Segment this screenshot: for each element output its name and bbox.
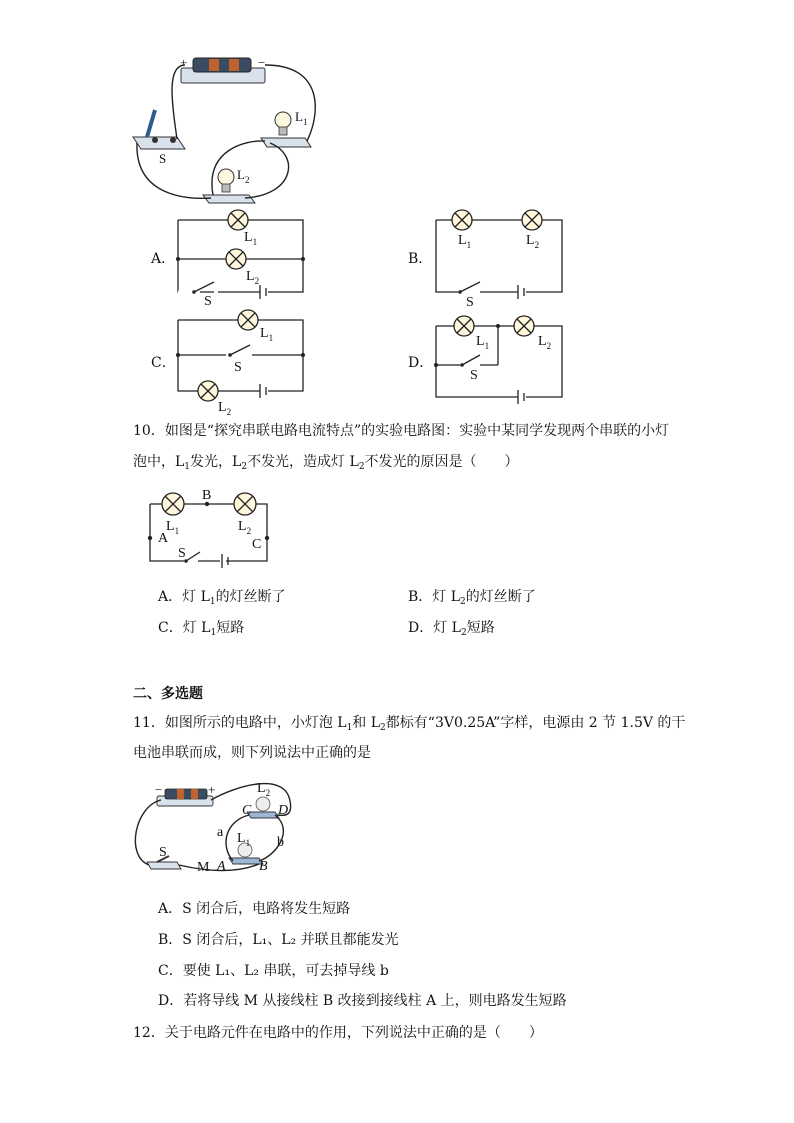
q10-stem-line1: 10．如图是“探究串联电路电流特点”的实验电路图：实验中某同学发现两个串联的小灯: [133, 423, 670, 439]
lamp-l1-bulb: [275, 112, 291, 128]
q9-option-b-letter[interactable]: B．: [408, 251, 433, 267]
svg-text:−: −: [155, 782, 163, 797]
svg-text:C: C: [242, 803, 252, 818]
battery-band-2: [229, 59, 239, 71]
lamp-l2: [226, 249, 246, 269]
q10-option-a[interactable]: A．灯 $L_1$的灯丝断了: [158, 589, 286, 607]
svg-text:L1: $L_1$: [260, 326, 274, 343]
svg-text:L2: $L_2$: [526, 233, 540, 250]
q9-option-d-letter[interactable]: D．: [408, 355, 434, 371]
switch-label: S: [159, 151, 167, 166]
svg-text:D: D: [278, 803, 289, 818]
svg-text:M: M: [197, 860, 210, 875]
battery-plus-label: +: [180, 55, 188, 70]
svg-text:a: a: [217, 825, 224, 840]
label-l2: $L_2$: [246, 269, 260, 286]
svg-text:B: B: [202, 488, 212, 503]
q9-option-c-letter[interactable]: C．: [151, 355, 176, 371]
lamp-l1-label: $L_1$: [295, 109, 308, 127]
q11-option-a[interactable]: A．S 闭合后，电路将发生短路: [158, 901, 351, 917]
svg-text:S: S: [466, 295, 474, 310]
svg-text:b: b: [277, 835, 284, 850]
q9-option-a-diagram: [170, 205, 310, 310]
svg-text:L2: $L_2$: [257, 781, 271, 798]
svg-text:S: S: [178, 546, 186, 561]
lamp-l1-base: [261, 138, 311, 147]
q11-stem-line1: 11．如图所示的电路中，小灯泡 $L_1$和 $L_2$都标有“3V0.25A”字样，电源由 2 节 1.5V 的干: [133, 715, 686, 733]
svg-text:L2: $L_2$: [238, 519, 252, 536]
q12-stem: 12．关于电路元件在电路中的作用，下列说法中正确的是（ ）: [133, 1025, 543, 1041]
svg-text:L1: $L_1$: [458, 233, 472, 250]
point-a: [148, 536, 152, 540]
point-c: [265, 536, 269, 540]
svg-text:C: C: [252, 537, 262, 552]
svg-text:A: A: [158, 531, 169, 546]
q10-option-c[interactable]: C．灯 $L_1$短路: [158, 620, 245, 638]
q9-option-d-diagram: [428, 305, 573, 410]
svg-text:L2: $L_2$: [538, 334, 552, 351]
q9-option-b-diagram: [428, 205, 573, 310]
wire-l2-l1: [245, 143, 289, 198]
q11-option-d[interactable]: D．若将导线 M 从接线柱 B 改接到接线柱 A 上，则电路发生短路: [158, 993, 567, 1009]
lamp-l2-bulb: [218, 169, 234, 185]
svg-text:L2: $L_2$: [218, 400, 232, 417]
battery-cells: [193, 58, 251, 72]
q10-option-b[interactable]: B．灯 $L_2$的灯丝断了: [408, 589, 536, 607]
label-l1: $L_1$: [244, 230, 258, 247]
svg-text:S: S: [159, 845, 167, 860]
battery-band-1: [209, 59, 219, 71]
battery-minus-label: −: [258, 55, 266, 70]
q11-option-c[interactable]: C．要使 L₁、L₂ 串联，可去掉导线 b: [158, 963, 389, 979]
q9-option-c-diagram: [170, 305, 310, 417]
svg-text:L1: $L_1$: [166, 519, 180, 536]
q9-physical-circuit: [125, 55, 325, 205]
q10-stem-line2: 泡中，$L_1$发光，$L_2$不发光，造成灯 $L_2$不发光的原因是（ ）: [133, 454, 519, 472]
wire-battery-l1: [265, 65, 315, 141]
svg-text:A: A: [217, 859, 226, 874]
q10-circuit-diagram: [140, 486, 280, 574]
svg-text:B: B: [259, 859, 268, 874]
lamp-l1: [228, 210, 248, 230]
svg-text:L1: $L_1$: [476, 334, 490, 351]
q10-option-d[interactable]: D．灯 $L_2$短路: [408, 620, 495, 638]
wire-switch-l2: [137, 143, 211, 198]
switch-lever: [147, 110, 155, 137]
lamp-l2-base: [203, 195, 255, 203]
svg-text:S: S: [234, 360, 242, 375]
label-s: S: [204, 294, 212, 309]
lamp-l2-label: $L_2$: [237, 167, 250, 185]
q9-option-a-letter[interactable]: A．: [151, 251, 176, 267]
svg-text:+: +: [208, 782, 216, 797]
svg-text:S: S: [470, 368, 478, 383]
q11-physical-circuit: [125, 776, 300, 881]
q11-option-b[interactable]: B．S 闭合后，L₁、L₂ 并联且都能发光: [158, 932, 399, 948]
section-title-multi-choice: 二、多选题: [133, 686, 203, 702]
svg-text:L1: $L_1$: [237, 831, 251, 848]
q11-stem-line2: 电池串联而成，则下列说法中正确的是: [133, 745, 371, 761]
